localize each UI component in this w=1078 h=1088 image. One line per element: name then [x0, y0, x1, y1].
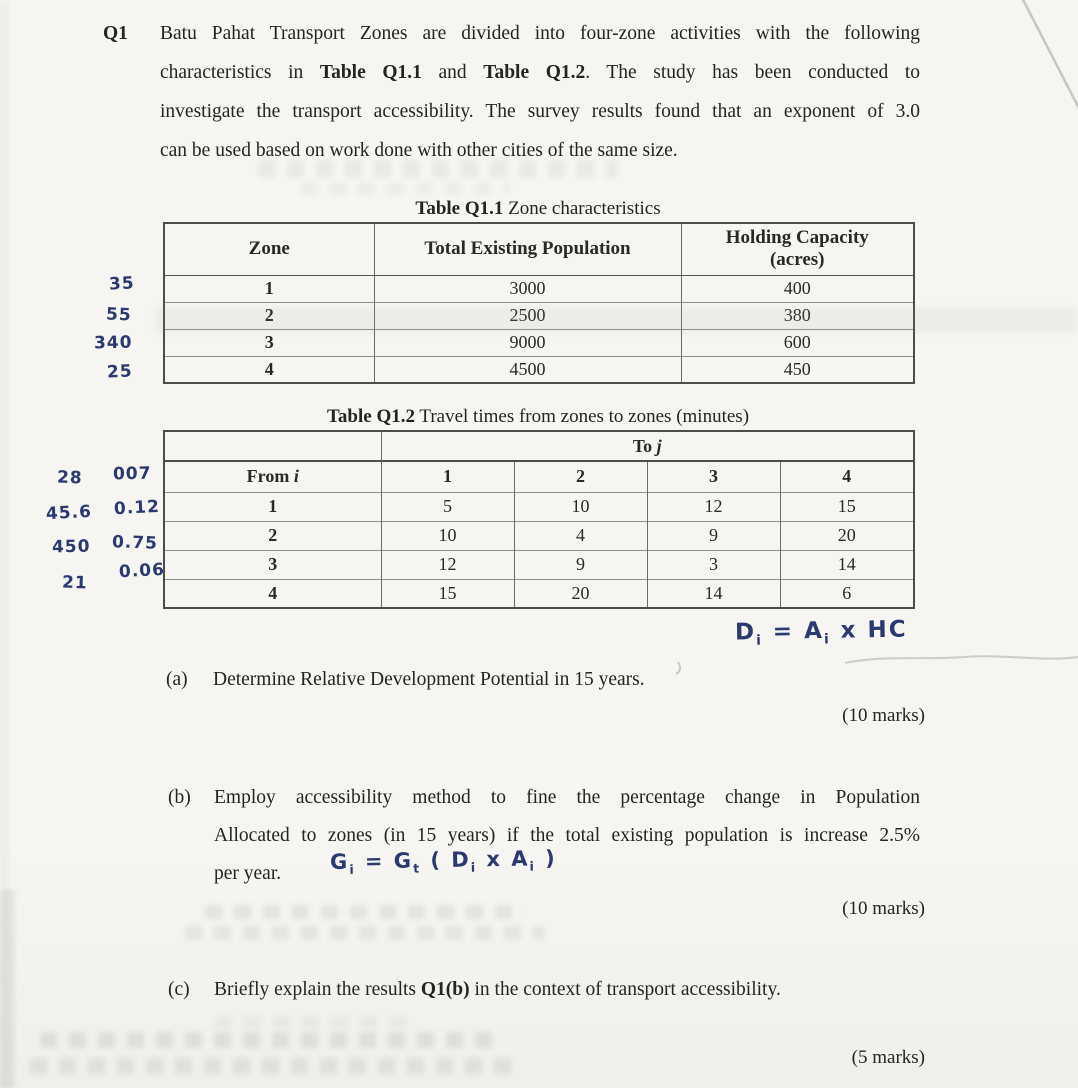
q11-header-population: Total Existing Population: [374, 223, 681, 275]
table-cell: 15: [381, 579, 514, 608]
table-cell: 4: [514, 521, 647, 550]
handwritten-equation-d: [735, 616, 908, 649]
crease-mark: [676, 662, 680, 674]
eq-g-p2: = G: [355, 848, 414, 874]
table-q12-title-rest: Travel times from zones to zones (minutes): [414, 406, 750, 427]
bleedthrough-artifact: [40, 1032, 500, 1048]
part-c-label: (c): [168, 979, 190, 1000]
eq-d-p2: = A: [762, 617, 825, 646]
part-c-ref: Q1(b): [420, 979, 470, 1000]
part-c-text-a: Briefly explain the results: [214, 979, 421, 1000]
bleedthrough-artifact: [30, 1058, 520, 1074]
table-cell: 400: [681, 275, 914, 302]
handwritten-note: 35: [108, 273, 136, 295]
table-q11: [163, 222, 915, 384]
eq-g-p4: x A: [476, 846, 530, 872]
q11-header-capacity: [681, 223, 914, 275]
handwritten-note: 25: [106, 361, 134, 383]
intro-line-2-text: characteristics in: [160, 62, 320, 83]
eq-d-s1: i: [756, 632, 764, 649]
table-q12-title-bold: Table Q1.2: [326, 406, 415, 427]
handwritten-note: 340: [93, 332, 133, 354]
handwritten-note: 0.06: [118, 559, 166, 583]
table-q11-ref: Table Q1.1: [319, 62, 422, 83]
intro-line-2-and: and: [421, 62, 484, 83]
table-cell: 5: [381, 492, 514, 521]
table-cell: 14: [647, 579, 780, 608]
scan-smudge: [155, 307, 1075, 333]
q11-header-capacity-line2: (acres): [769, 249, 825, 271]
q12-colhead: 3: [647, 461, 780, 492]
table-cell: 380: [681, 302, 914, 329]
eq-g-p5: ): [535, 846, 557, 871]
q12-corner-cell: [164, 431, 381, 461]
table-q11-title: [163, 198, 913, 220]
table-cell: 2: [164, 521, 381, 550]
part-a-label: (a): [166, 669, 188, 690]
handwritten-note: 55: [105, 304, 133, 326]
table-q12: [163, 430, 915, 609]
table-cell: 15: [780, 492, 914, 521]
eq-g-s3: i: [470, 859, 478, 875]
q12-fromi-label: From: [246, 466, 294, 487]
part-c-text-c: in the context of transport accessibility.: [469, 979, 781, 1000]
table-row: [164, 275, 914, 302]
table-cell: 10: [381, 521, 514, 550]
q12-fromi-var: i: [293, 466, 299, 487]
intro-line-2-end: . The study has been conducted to: [585, 62, 921, 83]
handwritten-note: 28: [56, 467, 84, 489]
table-row: [164, 356, 914, 383]
table-row: [164, 521, 914, 550]
table-cell: 14: [780, 550, 914, 579]
table-row: [164, 492, 914, 521]
q11-header-capacity-line1: Holding Capacity: [725, 227, 869, 249]
table-cell: 1: [164, 275, 374, 302]
q11-header-zone: Zone: [164, 223, 374, 275]
handwritten-note: 21: [61, 572, 89, 594]
table-cell: 12: [381, 550, 514, 579]
eq-g-s4: i: [529, 858, 537, 874]
bleedthrough-artifact: [205, 905, 525, 919]
bleedthrough-artifact: [258, 160, 618, 178]
table-q11-title-rest: Zone characteristics: [503, 198, 661, 219]
bleedthrough-artifact: [215, 1016, 415, 1028]
handwritten-note: 450: [51, 536, 91, 558]
q12-toj-label: To: [632, 435, 657, 456]
handwritten-note: 0.12: [113, 496, 161, 520]
table-cell: 3: [164, 329, 374, 356]
q12-colhead: 1: [381, 461, 514, 492]
fold-crease-line: [1018, 0, 1078, 118]
table-q12-toj-row: [164, 431, 914, 461]
table-cell: 600: [681, 329, 914, 356]
handwritten-equation-g: [330, 846, 557, 877]
table-cell: 4: [164, 356, 374, 383]
q12-header-fromi: [164, 461, 381, 492]
eq-g-s1: i: [349, 861, 356, 877]
table-q11-title-bold: Table Q1.1: [415, 198, 504, 219]
table-cell: 9: [647, 521, 780, 550]
handwritten-note: 007: [112, 463, 152, 485]
table-cell: 2: [164, 302, 374, 329]
wavy-crease-line: [845, 656, 1078, 663]
part-b-line1: Employ accessibility method to fine the percentage change in Population: [214, 787, 920, 808]
part-c-text: [214, 970, 781, 1009]
eq-d-p3: x HC: [830, 616, 908, 644]
table-row: [164, 329, 914, 356]
table-row: [164, 579, 914, 608]
table-cell: 4: [164, 579, 381, 608]
q12-toj-var: j: [656, 435, 662, 456]
bleedthrough-artifact: [300, 183, 510, 195]
question-intro: [160, 14, 920, 170]
part-a-text: Determine Relative Development Potential in 15 years.: [213, 669, 645, 690]
part-b-line3: per year.: [214, 863, 282, 884]
table-cell: 2500: [374, 302, 681, 329]
table-row: [164, 550, 914, 579]
part-b-line2: Allocated to zones (in 15 years) if the total existing population is increase 2.5%: [214, 825, 920, 846]
part-c-marks: (5 marks): [851, 1047, 925, 1068]
table-cell: 450: [681, 356, 914, 383]
intro-line-4: can be used based on work done with other cities of the same size.: [160, 140, 678, 161]
table-cell: 4500: [374, 356, 681, 383]
question-number: Q1: [103, 23, 128, 44]
table-cell: 20: [514, 579, 647, 608]
table-cell: 12: [647, 492, 780, 521]
eq-g-p3: ( D: [420, 847, 471, 873]
table-cell: 9: [514, 550, 647, 579]
intro-line-1: Batu Pahat Transport Zones are divided into four-zone activities with the following: [160, 23, 920, 44]
table-cell: 20: [780, 521, 914, 550]
intro-line-2: [160, 53, 920, 92]
table-cell: 6: [780, 579, 914, 608]
handwritten-note: 45.6: [45, 501, 93, 525]
q12-colhead: 4: [780, 461, 914, 492]
eq-g-p1: G: [329, 849, 350, 874]
table-q12-title: [163, 406, 913, 428]
part-a-marks: (10 marks): [842, 705, 925, 726]
table-q12-subheader-row: [164, 461, 914, 492]
scan-edge-shadow: [0, 890, 15, 1088]
eq-d-p1: D: [734, 619, 757, 646]
table-cell: 9000: [374, 329, 681, 356]
part-b-label: (b): [168, 787, 191, 808]
table-cell: 10: [514, 492, 647, 521]
eq-g-s2: t: [413, 860, 422, 876]
eq-d-s2: i: [823, 631, 831, 648]
table-cell: 3: [164, 550, 381, 579]
table-cell: 1: [164, 492, 381, 521]
table-cell: 3000: [374, 275, 681, 302]
q12-header-toj: [381, 431, 914, 461]
table-cell: 3: [647, 550, 780, 579]
part-b-marks: (10 marks): [842, 898, 925, 919]
q12-colhead: 2: [514, 461, 647, 492]
table-q12-ref: Table Q1.2: [483, 62, 586, 83]
bleedthrough-artifact: [185, 926, 545, 940]
intro-line-3: investigate the transport accessibility. The survey results found that an exponent of 3.0: [160, 101, 920, 122]
handwritten-note: 0.75: [111, 532, 159, 554]
table-q11-header-row: [164, 223, 914, 275]
